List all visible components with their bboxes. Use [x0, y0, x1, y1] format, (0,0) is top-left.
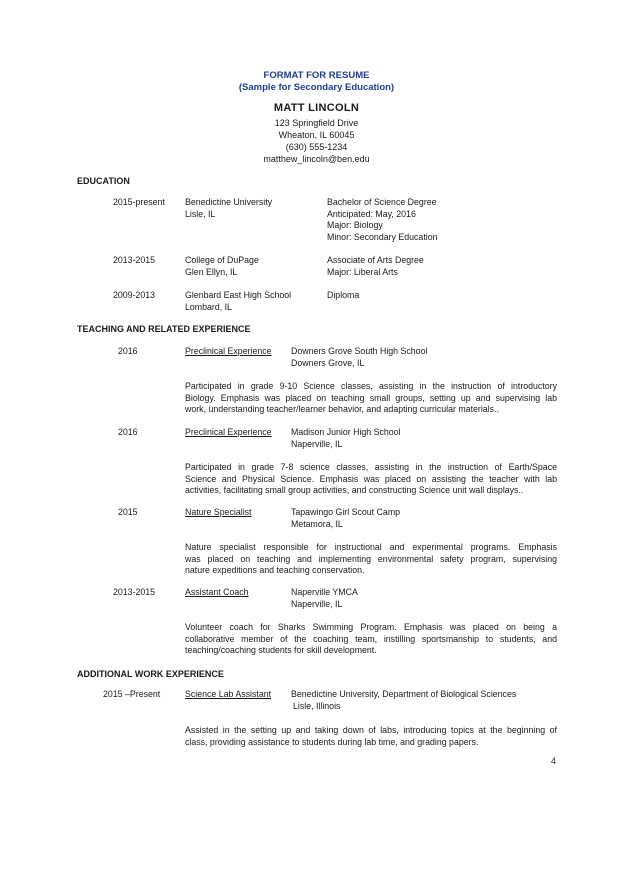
place-location: Lisle, Illinois — [293, 700, 341, 711]
exp-description — [185, 381, 557, 416]
exp-date: 2015 –Present — [103, 689, 161, 699]
edu-school — [185, 255, 259, 278]
school-location: Lisle, IL — [185, 208, 216, 219]
edu-details — [327, 197, 438, 243]
description-line: Science and Physical Science. Emphasis was placed on assisting the teacher with lab — [185, 473, 557, 484]
place-location: Naperville, IL — [291, 438, 343, 449]
page-number: 4 — [551, 756, 556, 766]
email-address: matthew_lincoln@ben.edu — [263, 154, 370, 164]
exp-description — [185, 462, 557, 497]
school-location: Lombard, IL — [185, 301, 232, 312]
exp-place — [291, 507, 400, 530]
street-address: 123 Springfield Drive — [274, 118, 359, 128]
edu-school — [185, 290, 291, 313]
exp-title: Nature Specialist — [185, 507, 252, 517]
exp-place — [291, 587, 358, 610]
description-line: activities, facilitating small group activities, and constructing Science unit wall displays.. — [185, 485, 524, 496]
place-location: Metamora, IL — [291, 518, 343, 529]
additional-heading: ADDITIONAL WORK EXPERIENCE — [77, 669, 224, 679]
minor: Minor: Secondary Education — [327, 231, 438, 242]
school-name: College of DuPage — [185, 255, 259, 265]
description-line: work, understanding teacher/learner behavior, and adapting curricular materials.. — [185, 404, 499, 415]
place-location: Naperville, IL — [291, 598, 343, 609]
degree: Diploma — [327, 290, 360, 300]
exp-title: Science Lab Assistant — [185, 689, 272, 699]
description-line: teaching/coaching students for skill development. — [185, 645, 377, 656]
exp-title: Assistant Coach — [185, 587, 249, 597]
format-title: FORMAT FOR RESUME — [263, 70, 370, 81]
major: Major: Biology — [327, 220, 383, 231]
exp-description — [185, 542, 557, 577]
description-line: Assisted in the setting up and taking down of labs, introducing topics at the beginning of — [185, 725, 557, 735]
description-line: was placed on teaching and implementing environmental safety program, supervising — [185, 553, 557, 564]
description-line: Volunteer coach for Sharks Swimming Program. Emphasis was placed on being a — [185, 622, 557, 632]
education-heading: EDUCATION — [77, 176, 130, 186]
exp-title: Preclinical Experience — [185, 346, 272, 356]
edu-date: 2013-2015 — [113, 255, 156, 265]
edu-date: 2015-present — [113, 197, 165, 207]
description-line: Nature specialist responsible for instructional and experimental programs. Emphasis — [185, 542, 557, 552]
description-line: collaborative member of the coaching team, instilling sportsmanship to students, and — [185, 633, 557, 644]
exp-date: 2013-2015 — [113, 587, 156, 597]
school-name: Benedictine University — [185, 197, 273, 207]
exp-description — [185, 622, 557, 657]
degree: Bachelor of Science Degree — [327, 197, 437, 207]
exp-place — [291, 427, 401, 450]
edu-date: 2009-2013 — [113, 290, 156, 300]
exp-place — [291, 346, 427, 369]
teaching-heading: TEACHING AND RELATED EXPERIENCE — [77, 324, 251, 334]
description-line: nature expeditions and teaching conservation. — [185, 565, 365, 576]
school-location: Glen Ellyn, IL — [185, 266, 238, 277]
exp-date: 2015 — [118, 507, 138, 517]
exp-title: Preclinical Experience — [185, 427, 272, 437]
description-line: class, providing assistance to students during lab time, and grading papers. — [185, 736, 479, 747]
exp-date: 2016 — [118, 346, 138, 356]
place-name: Tapawingo Girl Scout Camp — [291, 507, 401, 517]
anticipated-date: Anticipated: May, 2016 — [327, 208, 416, 219]
edu-details — [327, 255, 424, 278]
school-name: Glenbard East High School — [185, 290, 292, 300]
place-location: Downers Grove, IL — [291, 357, 365, 368]
edu-school — [185, 197, 272, 220]
place-name: Benedictine University, Department of Biological Sciences — [291, 689, 517, 699]
place-name: Naperville YMCA — [291, 587, 358, 597]
degree: Associate of Arts Degree — [327, 255, 424, 265]
description-line: Participated in grade 7-8 science classes, assisting in the instruction of Earth/Space — [185, 462, 557, 472]
description-line: Biology. Emphasis was placed on teaching small groups, setting up and supervising lab — [185, 392, 557, 403]
contact-block — [0, 117, 633, 165]
city-state-zip: Wheaton, IL 60045 — [278, 130, 355, 140]
exp-description — [185, 725, 557, 748]
description-line: Participated in grade 9-10 Science classes, assisting in the instruction of introductory — [185, 381, 557, 391]
place-name: Downers Grove South High School — [291, 346, 428, 356]
exp-date: 2016 — [118, 427, 138, 437]
format-subtitle: (Sample for Secondary Education) — [238, 82, 395, 93]
phone-number: (630) 555-1234 — [285, 142, 348, 152]
edu-details — [327, 290, 359, 302]
format-title-block — [0, 70, 633, 94]
place-name: Madison Junior High School — [291, 427, 401, 437]
applicant-name: MATT LINCOLN — [273, 102, 360, 114]
exp-place — [291, 689, 516, 712]
major: Major: Liberal Arts — [327, 266, 398, 277]
